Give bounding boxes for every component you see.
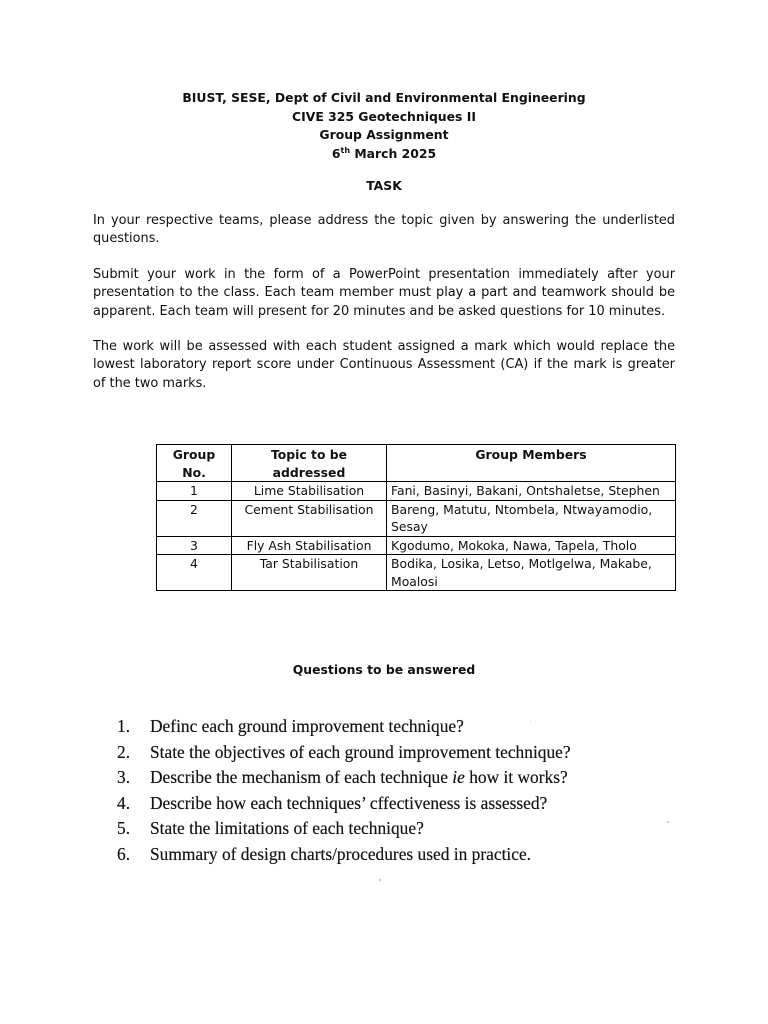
topic-cell: Fly Ash Stabilisation: [232, 536, 387, 555]
column-header-group-no: Group No.: [157, 445, 232, 482]
members-cell: Bodika, Losika, Letso, Motlgelwa, Makabe, Moalosi: [387, 555, 676, 591]
task-heading: TASK: [366, 178, 402, 193]
question-number: 6.: [117, 843, 131, 864]
question-number: 1.: [117, 716, 131, 736]
header-assignment-type: Group Assignment: [319, 127, 449, 142]
questions-heading: Questions to be answered: [292, 662, 476, 677]
list-item: [117, 714, 677, 740]
date-day: 6: [331, 145, 341, 161]
question-text: Describe how each techniques’ cffectiveness is assessed?: [150, 792, 548, 813]
table-row: [157, 482, 676, 501]
question-text: State the limitations of each technique?: [150, 818, 424, 839]
topic-cell: Tar Stabilisation: [232, 555, 387, 591]
header-department: BIUST, SESE, Dept of Civil and Environmental Engineering: [182, 90, 586, 105]
scan-speck: [530, 721, 531, 722]
list-item: [117, 842, 677, 868]
question-number: 4.: [117, 792, 131, 813]
date-ordinal-suffix: th: [340, 145, 351, 155]
instructions-paragraph-2: Submit your work in the form of a PowerPoint presentation immediately after your presentation to the class. Each team member must play a part and teamwork should be apparent. Each team will present for 20 minutes and be asked questions for 10 minutes.: [93, 267, 675, 319]
questions-list: [117, 714, 677, 868]
column-header-members: Group Members: [387, 445, 676, 482]
list-item: [117, 740, 677, 766]
question-text-italic: ie: [452, 767, 465, 788]
topic-cell: Cement Stabilisation: [232, 500, 387, 536]
question-number: 2.: [117, 741, 131, 762]
members-cell: Bareng, Matutu, Ntombela, Ntwayamodio, Sesay: [387, 500, 676, 536]
table-row: [157, 500, 676, 536]
document-header: [0, 89, 768, 163]
question-text-end: how it works?: [464, 767, 568, 788]
column-header-topic: Topic to be addressed: [232, 445, 387, 482]
group-assignment-table: [156, 444, 676, 591]
question-text: State the objectives of each ground improvement technique?: [150, 741, 571, 762]
members-cell: Fani, Basinyi, Bakani, Ontshaletse, Stephen: [387, 482, 676, 501]
list-item: [117, 791, 677, 817]
group-number-cell: 2: [157, 500, 232, 536]
question-text: Summary of design charts/procedures used in practice.: [150, 843, 532, 864]
table-row: [157, 536, 676, 555]
group-number-cell: 1: [157, 482, 232, 501]
table-row: [157, 555, 676, 591]
instructions-paragraph-1: In your respective teams, please address the topic given by answering the underlisted questions.: [93, 213, 675, 247]
list-item: [117, 765, 677, 791]
question-number: 3.: [117, 767, 131, 788]
group-number-cell: 3: [157, 536, 232, 555]
header-course: CIVE 325 Geotechniques II: [292, 108, 476, 124]
date-month-year: March 2025: [350, 145, 437, 161]
question-text-start: Describe the mechanism of each technique: [150, 767, 453, 788]
topic-cell: Lime Stabilisation: [232, 482, 387, 501]
table-header-row: [157, 445, 676, 482]
question-text: Definc each ground improvement technique?: [150, 716, 464, 736]
group-number-cell: 4: [157, 555, 232, 591]
instructions-paragraph-3: The work will be assessed with each student assigned a mark which would replace the lowest laboratory report score under Continuous Assessment (CA) if the mark is greater of the two marks.: [93, 339, 675, 391]
list-item: [117, 816, 677, 842]
scan-speck: [667, 821, 669, 823]
members-cell: Kgodumo, Mokoka, Nawa, Tapela, Tholo: [387, 536, 676, 555]
question-number: 5.: [117, 818, 131, 839]
header-date: [0, 145, 768, 164]
scan-speck: [379, 879, 381, 881]
